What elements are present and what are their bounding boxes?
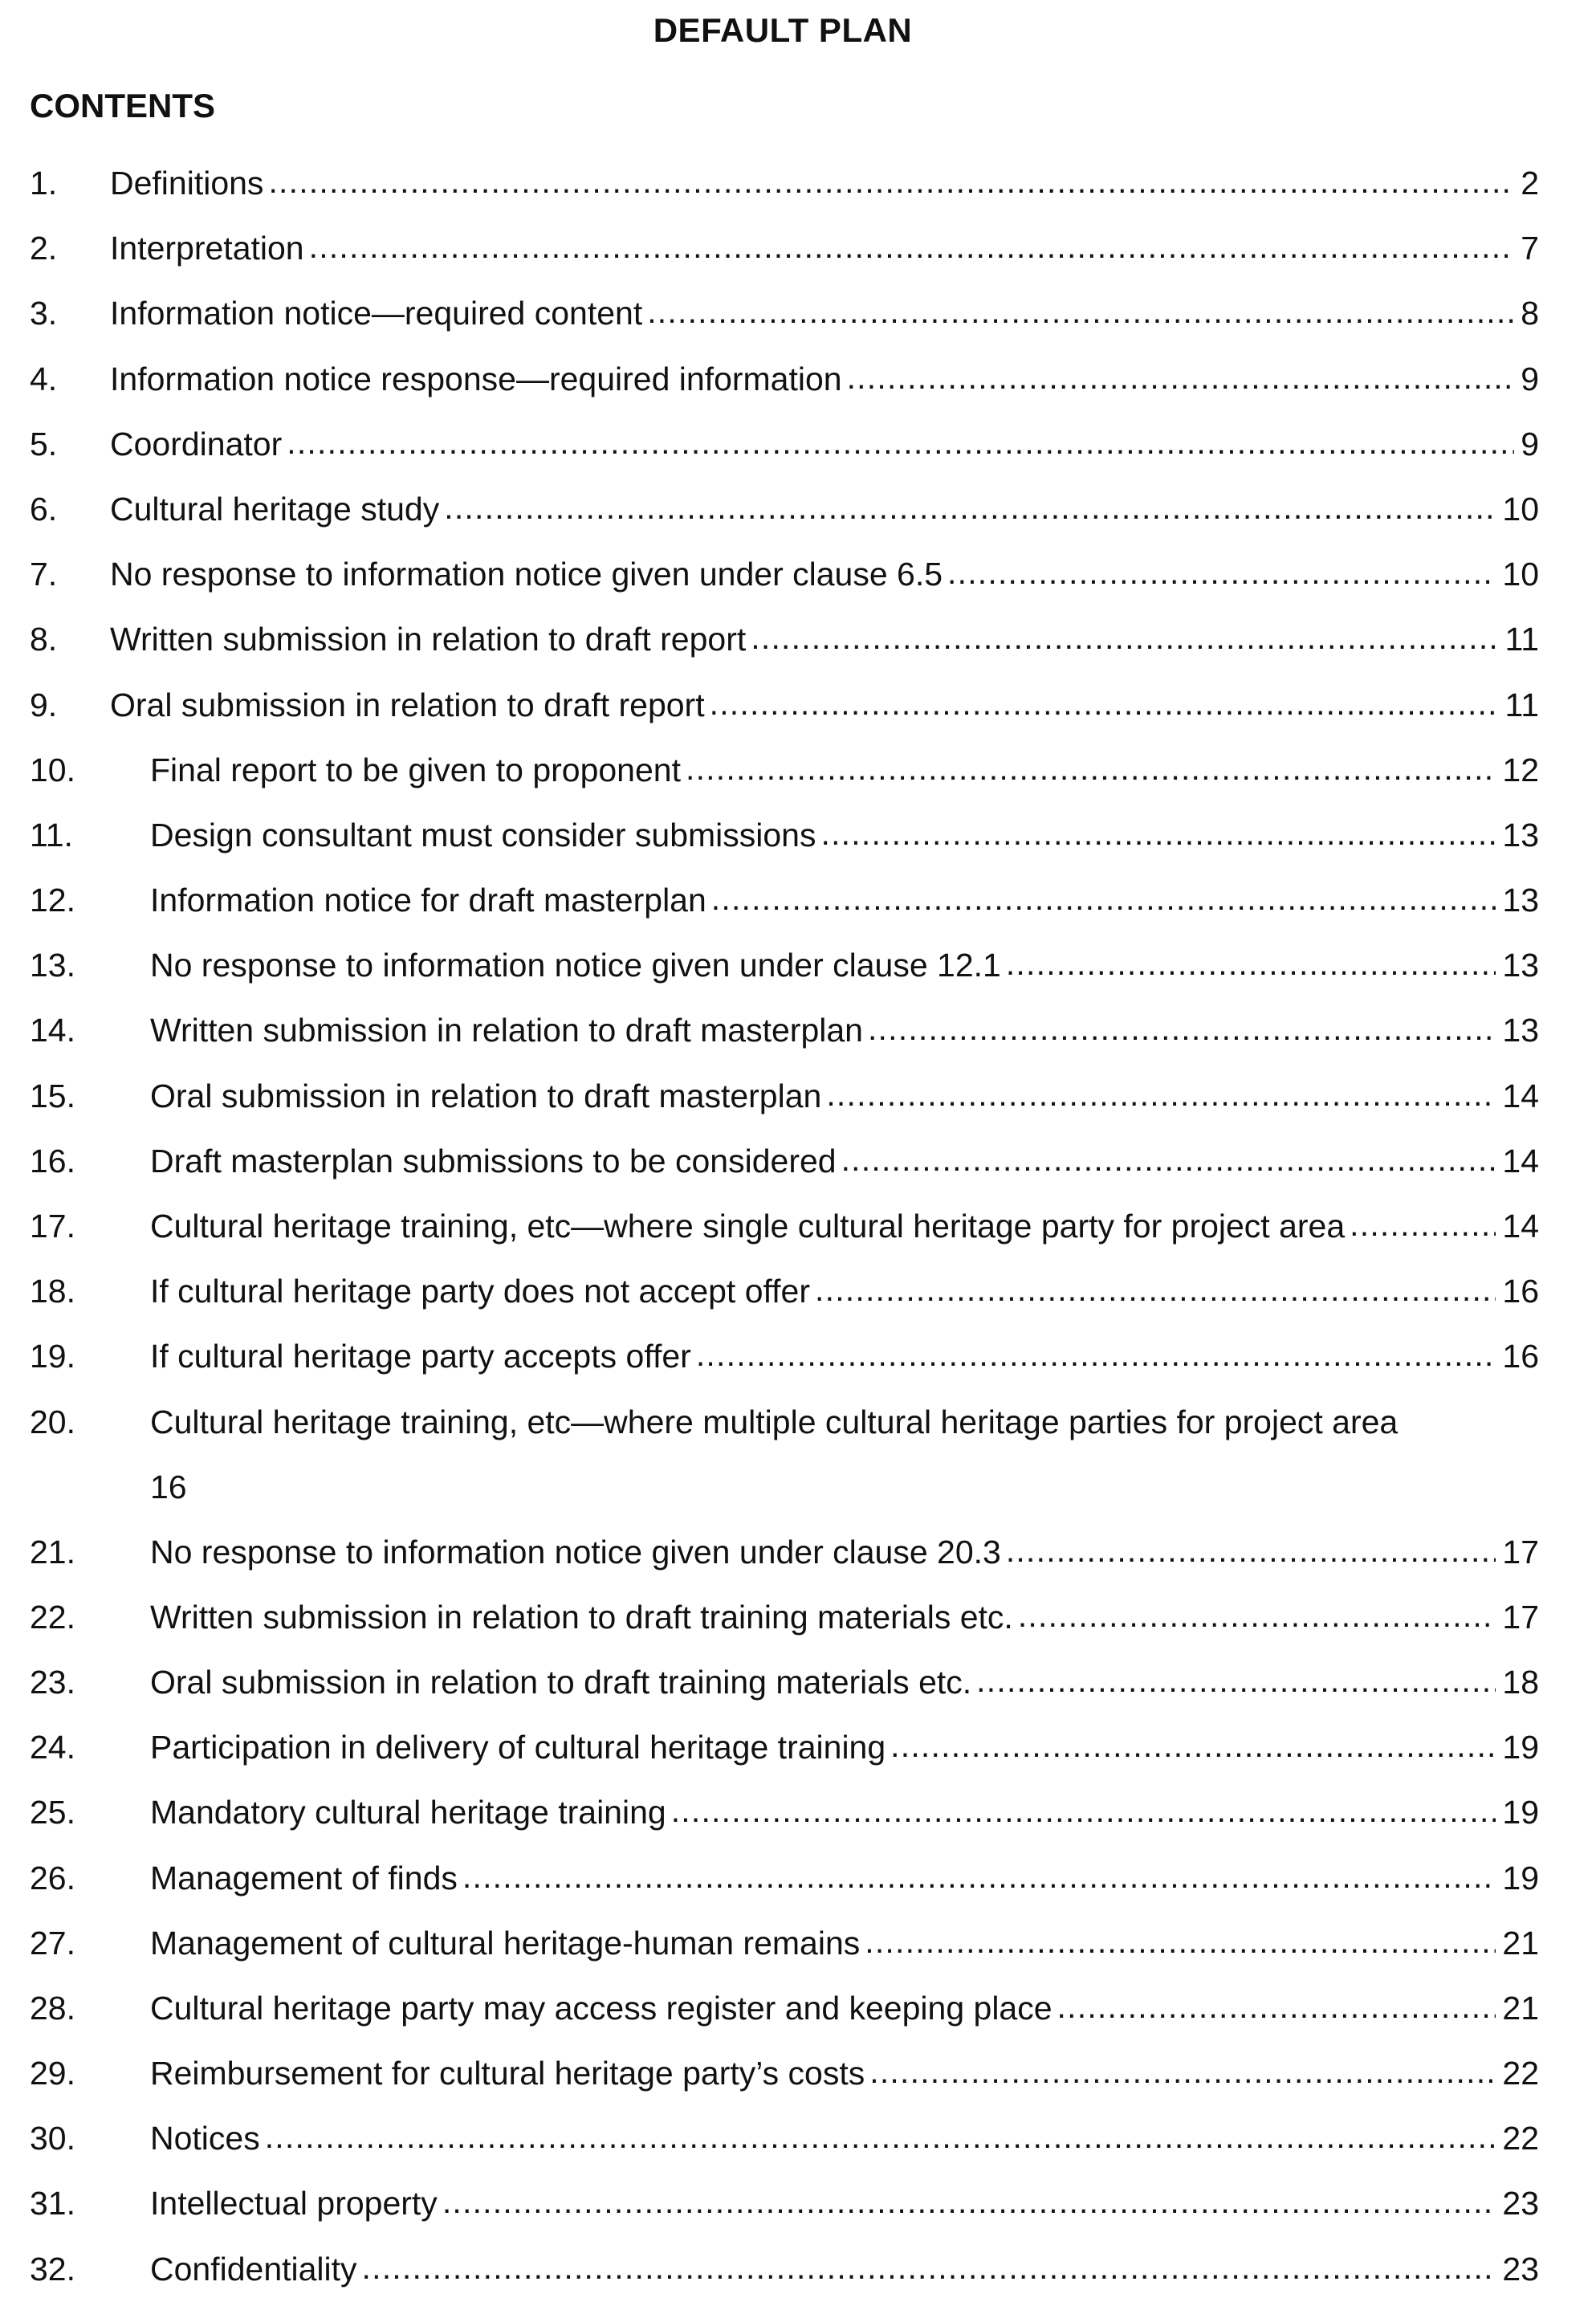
toc-entry-title: Cultural heritage study — [110, 490, 440, 528]
toc-entry-number: 28. — [30, 1989, 75, 2027]
toc-entry-title: Written submission in relation to draft masterplan — [150, 1012, 863, 1049]
dot-leader — [1006, 939, 1496, 988]
toc-entry-page: 14 — [1502, 1142, 1539, 1179]
toc-entry[interactable] — [30, 550, 1539, 615]
toc-entry-title: If cultural heritage party accepts offer — [150, 1338, 691, 1375]
toc-entry-number: 4. — [30, 360, 58, 397]
dot-leader — [868, 1004, 1496, 1053]
toc-entry-page: 2 — [1521, 165, 1539, 202]
dot-leader — [647, 287, 1514, 336]
toc-entry-title: Information notice response—required information — [110, 360, 842, 397]
toc-entry-page: 13 — [1502, 947, 1539, 984]
toc-entry-page: 16 — [1502, 1338, 1539, 1375]
dot-leader — [268, 157, 1514, 206]
toc-entry-title: Written submission in relation to draft report — [110, 621, 747, 658]
toc-entry[interactable] — [30, 224, 1539, 289]
toc-entry-number: 30. — [30, 2120, 75, 2157]
dot-leader — [1057, 1982, 1496, 2031]
toc-entry[interactable] — [30, 289, 1539, 354]
dot-leader — [710, 679, 1499, 727]
toc-entry-page: 9 — [1521, 425, 1539, 462]
toc-entry[interactable] — [30, 1398, 1539, 1528]
toc-entry-page: 23 — [1502, 2250, 1539, 2288]
dot-leader — [826, 1070, 1496, 1118]
dot-leader — [976, 1656, 1496, 1705]
toc-entry-page: 19 — [1502, 1859, 1539, 1896]
toc-entry-title: Final report to be given to proponent — [150, 751, 681, 788]
dot-leader — [841, 1135, 1496, 1184]
toc-entry-page: 10 — [1502, 490, 1539, 528]
toc-entry-title: No response to information notice given under clause 20.3 — [150, 1533, 1001, 1571]
toc-entry-page: 22 — [1502, 2120, 1539, 2157]
toc-entry-number: 12. — [30, 882, 75, 919]
toc-entry-title: Cultural heritage training, etc—where multiple cultural heritage parties for project area — [150, 1403, 1399, 1440]
toc-entry-title: If cultural heritage party does not accept offer — [150, 1273, 811, 1310]
toc-entry-title: Definitions — [110, 165, 264, 202]
toc-entry[interactable] — [30, 355, 1539, 420]
toc-entry-page: 8 — [1521, 295, 1539, 332]
toc-entry-title: Draft masterplan submissions to be considered — [150, 1142, 837, 1179]
dot-leader — [821, 809, 1496, 858]
toc-entry-title: Management of cultural heritage-human remains — [150, 1924, 861, 1962]
toc-entry-number: 24. — [30, 1729, 75, 1766]
toc-entry-number: 5. — [30, 425, 58, 462]
dot-leader — [751, 613, 1498, 662]
toc-entry-title: Interpretation — [110, 230, 304, 267]
toc-entry-page: 14 — [1502, 1208, 1539, 1245]
toc-entry-title: Cultural heritage training, etc—where single cultural heritage party for project area — [150, 1208, 1346, 1245]
toc-entry-page: 21 — [1502, 1989, 1539, 2027]
toc-entry[interactable] — [30, 2114, 1539, 2179]
toc-entry-page: 23 — [1502, 2185, 1539, 2222]
toc-entry-number: 1. — [30, 165, 58, 202]
dot-leader — [711, 874, 1496, 923]
toc-entry[interactable] — [30, 159, 1539, 224]
toc-entry-title: No response to information notice given under clause 12.1 — [150, 947, 1001, 984]
toc-entry[interactable] — [30, 1267, 1539, 1332]
toc-entry[interactable] — [30, 1137, 1539, 1202]
toc-entry-page: 13 — [1502, 816, 1539, 854]
toc-entry-title: Participation in delivery of cultural heritage training — [150, 1729, 886, 1766]
toc-entry[interactable] — [30, 1072, 1539, 1137]
toc-entry[interactable] — [30, 1723, 1539, 1788]
toc-entry-number: 26. — [30, 1859, 75, 1896]
toc-entry-title: Management of finds — [150, 1859, 458, 1896]
toc-entry-number: 8. — [30, 621, 58, 658]
toc-entry[interactable] — [30, 1658, 1539, 1723]
toc-entry-number: 18. — [30, 1273, 75, 1310]
toc-entry-number: 9. — [30, 686, 58, 723]
toc-entry-number: 32. — [30, 2250, 75, 2288]
dot-leader — [686, 744, 1496, 792]
dot-leader — [890, 1721, 1496, 1770]
toc-entry[interactable] — [30, 1788, 1539, 1853]
toc-entry[interactable] — [30, 1593, 1539, 1658]
toc-entry-page: 10 — [1502, 556, 1539, 593]
toc-entry-title: Notices — [150, 2120, 260, 2157]
toc-entry[interactable] — [30, 811, 1539, 876]
toc-entry[interactable] — [30, 941, 1539, 1006]
toc-entry[interactable] — [30, 876, 1539, 941]
toc-entry-page: 18 — [1502, 1663, 1539, 1701]
toc-entry-page: 13 — [1502, 1012, 1539, 1049]
toc-entry-page: 14 — [1502, 1077, 1539, 1114]
toc-entry[interactable] — [30, 681, 1539, 746]
table-of-contents — [30, 159, 1539, 2310]
dot-leader — [287, 418, 1514, 466]
toc-entry[interactable] — [30, 2245, 1539, 2310]
dot-leader — [671, 1786, 1496, 1835]
toc-entry-number: 15. — [30, 1077, 75, 1114]
toc-entry-page: 11 — [1504, 621, 1539, 658]
toc-entry-title: Coordinator — [110, 425, 283, 462]
toc-entry-page: 17 — [1502, 1598, 1539, 1636]
toc-entry-title: Information notice for draft masterplan — [150, 882, 706, 919]
dot-leader — [696, 1330, 1496, 1379]
toc-entry-number: 17. — [30, 1208, 75, 1245]
toc-entry-title: Oral submission in relation to draft training materials etc. — [150, 1663, 972, 1701]
dot-leader — [815, 1265, 1496, 1314]
dot-leader — [1006, 1526, 1496, 1575]
page-title: DEFAULT PLAN — [653, 11, 913, 49]
toc-entry[interactable] — [30, 1984, 1539, 2049]
toc-entry-number: 27. — [30, 1924, 75, 1962]
toc-entry-page: 22 — [1502, 2055, 1539, 2092]
toc-entry-number: 22. — [30, 1598, 75, 1636]
toc-entry[interactable] — [30, 1332, 1539, 1397]
toc-entry-title: Confidentiality — [150, 2250, 357, 2288]
toc-entry[interactable] — [30, 746, 1539, 811]
toc-entry-number: 2. — [30, 230, 58, 267]
dot-leader — [947, 548, 1496, 597]
toc-entry-number: 13. — [30, 947, 75, 984]
toc-entry-number: 23. — [30, 1663, 75, 1701]
toc-entry-number: 31. — [30, 2185, 75, 2222]
toc-entry-title: Written submission in relation to draft training materials etc. — [150, 1598, 1013, 1636]
toc-entry-page: 7 — [1521, 230, 1539, 267]
toc-entry-page: 12 — [1502, 751, 1539, 788]
toc-entry-number: 21. — [30, 1533, 75, 1571]
toc-entry-page: 16 — [1502, 1273, 1539, 1310]
contents-heading: CONTENTS — [30, 87, 215, 124]
dot-leader — [442, 2178, 1496, 2226]
toc-entry-title: Oral submission in relation to draft masterplan — [150, 1077, 822, 1114]
toc-entry-title: No response to information notice given under clause 6.5 — [110, 556, 943, 593]
dot-leader — [362, 2243, 1496, 2292]
toc-entry[interactable] — [30, 2179, 1539, 2244]
dot-leader — [869, 2047, 1496, 2096]
toc-entry-page: 17 — [1502, 1533, 1539, 1571]
toc-entry[interactable] — [30, 1528, 1539, 1593]
toc-entry[interactable] — [30, 485, 1539, 550]
toc-entry-page: 21 — [1502, 1924, 1539, 1962]
dot-leader — [847, 353, 1515, 401]
dot-leader — [1018, 1591, 1496, 1640]
dot-leader — [309, 222, 1515, 271]
dot-leader — [462, 1852, 1496, 1901]
toc-entry[interactable] — [30, 1854, 1539, 1919]
toc-entry-page: 19 — [1502, 1729, 1539, 1766]
toc-entry-number: 29. — [30, 2055, 75, 2092]
dot-leader — [265, 2112, 1496, 2161]
toc-entry-page: 9 — [1521, 360, 1539, 397]
toc-entry-title: Information notice—required content — [110, 295, 643, 332]
toc-entry-title: Oral submission in relation to draft report — [110, 686, 705, 723]
toc-entry-title: Design consultant must consider submissions — [150, 816, 816, 854]
toc-entry-number: 19. — [30, 1338, 75, 1375]
toc-entry-number: 6. — [30, 490, 58, 528]
toc-entry-number: 20. — [30, 1403, 75, 1440]
toc-entry-title: Reimbursement for cultural heritage party’s costs — [150, 2055, 865, 2092]
toc-entry-title: Intellectual property — [150, 2185, 438, 2222]
toc-entry[interactable] — [30, 1006, 1539, 1071]
toc-entry-number: 10. — [30, 751, 75, 788]
toc-entry-page: 11 — [1504, 686, 1539, 723]
toc-entry-page: 13 — [1502, 882, 1539, 919]
toc-entry-number: 16. — [30, 1142, 75, 1179]
toc-entry-page: 16 — [150, 1468, 187, 1505]
toc-entry-page: 19 — [1502, 1794, 1539, 1831]
toc-entry-number: 25. — [30, 1794, 75, 1831]
toc-entry[interactable] — [30, 1919, 1539, 1984]
toc-entry-number: 7. — [30, 556, 58, 593]
dot-leader — [865, 1917, 1496, 1966]
toc-entry[interactable] — [30, 420, 1539, 485]
toc-entry-number: 3. — [30, 295, 58, 332]
toc-entry-number: 14. — [30, 1012, 75, 1049]
toc-entry[interactable] — [30, 1202, 1539, 1267]
dot-leader — [444, 483, 1496, 532]
toc-entry[interactable] — [30, 2049, 1539, 2114]
dot-leader — [1350, 1200, 1496, 1249]
toc-entry-title: Mandatory cultural heritage training — [150, 1794, 666, 1831]
toc-entry-number: 11. — [30, 816, 73, 854]
toc-entry[interactable] — [30, 615, 1539, 680]
toc-entry-title: Cultural heritage party may access register and keeping place — [150, 1989, 1052, 2027]
